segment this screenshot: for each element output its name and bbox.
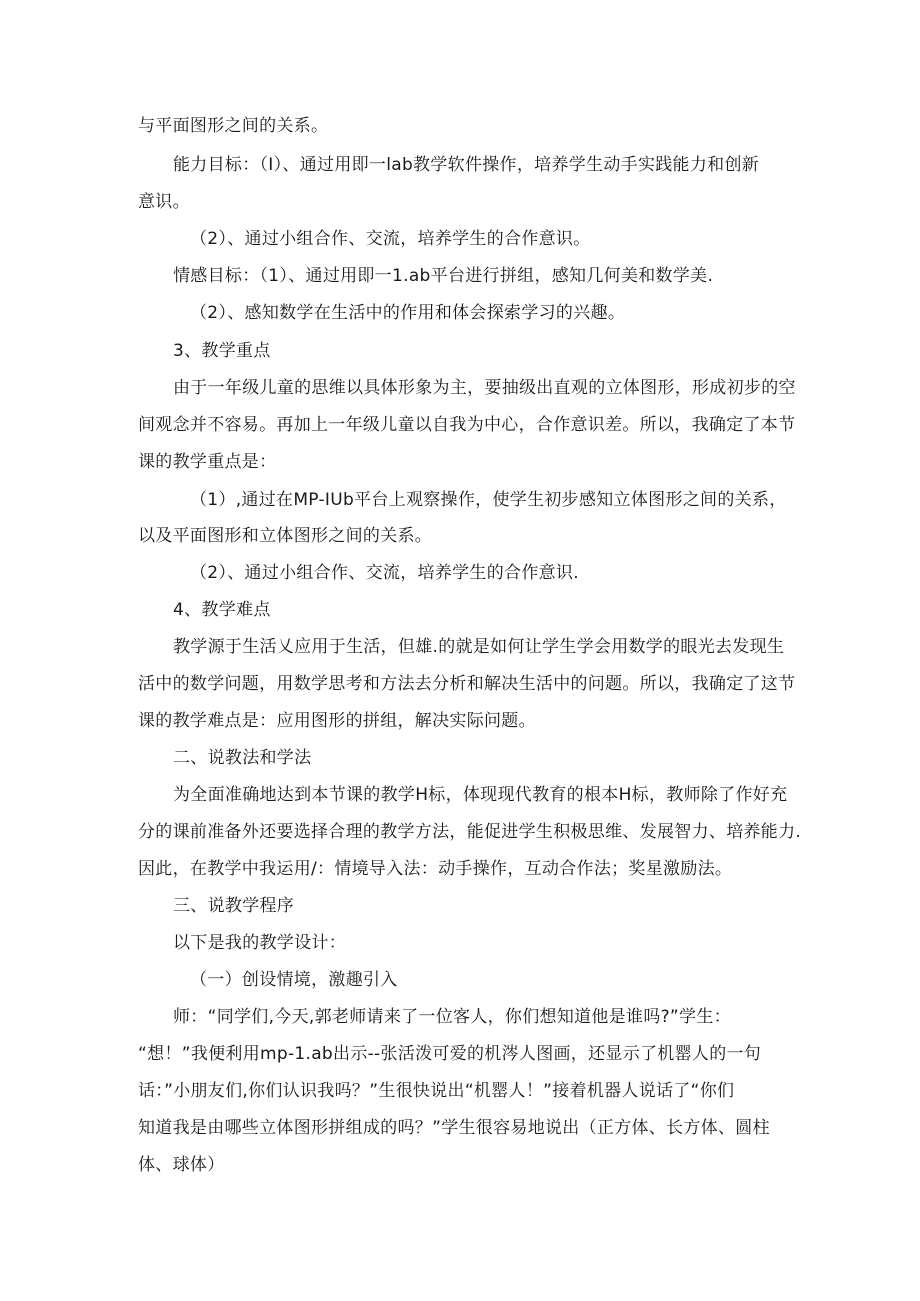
text-line: 课的教学难点是：应用图形的拼组，解决实际问题。 (138, 711, 536, 731)
section-heading: 3、教学重点 (173, 341, 271, 361)
text-line: 知道我是由哪些立体图形拼组成的吗？”学生很容易地说出（正方体、长方体、圆柱 (138, 1118, 770, 1138)
text-line: （2）、通过小组合作、交流，培养学生的合作意识. (190, 563, 579, 583)
text-line: 以及平面图形和立体图形之间的关系。 (138, 526, 433, 546)
text-line: 意识。 (138, 192, 190, 212)
subsection-heading: （一）创设情境，激趣引入 (190, 970, 398, 990)
text-line: 因此，在教学中我运用/：情境导入法：动手操作，互动合作法；奖星激励法。 (138, 859, 733, 879)
text-line: 与平面图形之间的关系。 (138, 116, 329, 136)
text-line: 情感目标：（1）、通过用即一1.ab平台进行拼组，感知几何美和数学美. (173, 266, 714, 286)
text-line: 由于一年级儿童的思维以具体形象为主，要抽级出直观的立体图形，形成初步的空 (173, 378, 796, 398)
text-line: 能力目标：（I）、通过用即一lab教学软件操作，培养学生动手实践能力和创新 (173, 155, 760, 175)
section-heading: 4、教学难点 (173, 600, 271, 620)
section-heading: 三、说教学程序 (173, 896, 295, 916)
text-line: 课的教学重点是： (138, 452, 277, 472)
text-line: 话：”小朋友们,你们认识我吗？”生很快说出“机罂人！”接着机器人说话了“你们 (138, 1081, 735, 1101)
text-line: 师：“同学们,今天,郭老师请来了一位客人，你们想知道他是谁吗?”学生： (173, 1007, 731, 1027)
text-line: 分的课前准备外还要选择合理的教学方法，能促进学生积极思维、发展智力、培养能力. (138, 822, 802, 842)
section-heading: 二、说教法和学法 (173, 748, 312, 768)
text-line: 活中的数学问题，用数学思考和方法去分析和解决生活中的问题。所以，我确定了这节 (138, 674, 796, 694)
text-line: 间观念并不容易。再加上一年级儿童以自我为中心，合作意识差。所以，我确定了本节 (138, 415, 796, 435)
text-line: 体、球体） (138, 1155, 225, 1175)
text-line: （2）、通过小组合作、交流，培养学生的合作意识。 (190, 229, 591, 249)
text-line: （1）,通过在MP-IUb平台上观察操作，使学生初步感知立体图形之间的关系， (190, 490, 787, 510)
text-line: （2）、感知数学在生活中的作用和体会探索学习的兴趣。 (190, 303, 626, 323)
text-line: 为全面准确地达到本节课的教学H标，体现现代教育的根本H标，教师除了作好充 (173, 785, 788, 805)
text-line: 以下是我的教学设计： (173, 933, 346, 953)
text-line: “想！”我便利用mp-1.ab出示--张活泼可爱的机涔人图画，还显示了机罂人的一句 (138, 1044, 762, 1064)
text-line: 教学源于生活乂应用于生活，但雄.的就是如何让学生学会用数学的眼光去发现生 (173, 637, 785, 657)
